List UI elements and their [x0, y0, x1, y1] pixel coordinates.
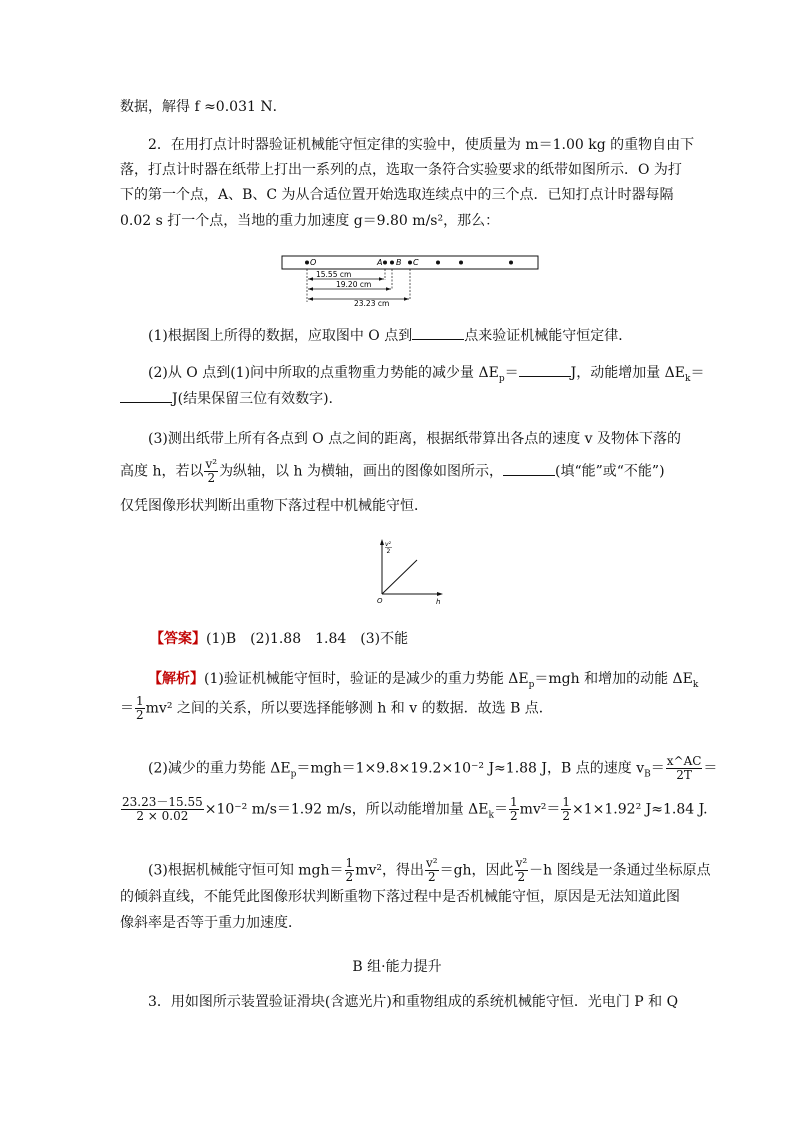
answer-key: 【答案】: [150, 631, 206, 647]
q3-text-line1: 3．用如图所示装置验证滑块(含遮光片)和重物组成的系统机械能守恒．光电门 P 和 Q: [148, 994, 679, 1010]
answer-line: 【答案】(1)B (2)1.88 1.84 (3)不能: [150, 631, 409, 647]
label-O: O: [310, 258, 317, 267]
analysis-line3: (2)减少的重力势能 $\Delta E_p=mgh=1\times 9.8\times 19.2\times 10^{-2}$ J≈1.88 J，B 点的速度 $v_B=$ $\frac{x\^{}AC}{2T}$ ＝: [148, 754, 718, 782]
q2-text-line2: 落，打点计时器在纸带上打出一系列的点，选取一条符合实验要求的纸带如图所示．O 为打: [120, 162, 682, 178]
analysis-line1: 【解析】(1)验证机械能守恒时，验证的是减少的重力势能 $\Delta E_p=mgh$ 和增加的动能 $\Delta E_k$: [148, 671, 699, 690]
dim-label-OB: 19.20 cm: [336, 280, 372, 289]
v2-h-graph: [370, 536, 450, 608]
y-axis-label-den: 2: [386, 548, 391, 555]
prev-answer-end: 数据，解得 f ≈0.031 N．: [120, 99, 287, 115]
label-C: C: [413, 258, 419, 267]
q2-part3-line2: 高度 h，若以 $\frac{\text{v²}}{2}$ 为纵轴，以 h 为横轴，画出的图像如图所示， (填“能”或“不能”): [120, 457, 665, 485]
q2-text-line3: 下的第一个点，A、B、C 为从合适位置开始选取连续点中的三个点．已知打点计时器每隔: [120, 187, 674, 203]
q2-text-line1: 2．在用打点计时器验证机械能守恒定律的实验中，使质量为 m＝1.00 kg 的重物自由下: [148, 137, 695, 153]
dim-label-OA: 15.55 cm: [316, 270, 352, 279]
y-axis-label-num: v²: [385, 541, 391, 548]
dot-A: [383, 261, 387, 265]
label-B: B: [396, 258, 402, 267]
dot-B: [390, 261, 394, 265]
paper-tape-figure: [270, 250, 550, 306]
section-title: B 组·能力提升: [352, 959, 442, 975]
analysis-key: 【解析】: [148, 671, 204, 687]
dim-label-OC: 23.23 cm: [354, 299, 390, 306]
dot-O: [305, 261, 309, 265]
analysis-line7: 像斜率是否等于重力加速度．: [120, 915, 302, 931]
analysis-line6: 的倾斜直线，不能凭此图像形状判断重物下落过程中是否机械能守恒，原因是无法知道此图: [120, 889, 680, 905]
q2-part3-line3: 仅凭图像形状判断出重物下落过程中机械能守恒．: [120, 498, 428, 514]
q2-part1: (1)根据图上所得的数据，应取图中 O 点到 点来验证机械能守恒定律．: [148, 328, 633, 344]
q2-text-line4: 0.02 s 打一个点，当地的重力加速度 g＝9.80 m/s²，那么：: [120, 213, 500, 229]
graph-line: [382, 560, 417, 594]
dot-4: [436, 261, 440, 265]
answer-blank-3: [120, 390, 172, 403]
answer-blank-2: [519, 364, 571, 377]
q2-part2-line2: J(结果保留三位有效数字).: [120, 390, 333, 408]
q2-part3-line1: (3)测出纸带上所有各点到 O 点之间的距离，根据纸带算出各点的速度 v 及物体下落的: [148, 431, 682, 447]
dot-6: [509, 261, 513, 265]
analysis-line4: $\frac{23.23-15.55}{2 \times 0.02}$ ×10⁻² m/s＝1.92 m/s，所以动能增加量 $\Delta E_k=$ $\frac{1}{2}$ mv²＝ $\frac{1}{2}$ ×1×1.92² J≈1.84 J.: [122, 795, 708, 823]
analysis-line5: (3)根据机械能守恒可知 mgh＝ $\frac{1}{2}$ mv²，得出 $\frac{\text{v²}}{2}$ ＝gh，因此 $\frac{\text{v²}}{2}$ －h 图线是一条通过坐标原点: [148, 856, 711, 884]
dot-5: [459, 261, 463, 265]
origin-label: O: [377, 597, 383, 605]
answer-blank-4: [503, 463, 555, 476]
analysis-line2: ＝ $\frac{1}{2}$ mv² 之间的关系，所以要选择能够测 h 和 v 的数据．故选 B 点．: [120, 694, 553, 722]
fraction-v2-over-2: $\frac{\text{v²}}{2}$: [205, 457, 218, 485]
answer-blank-1: [412, 327, 464, 340]
dot-C: [408, 261, 412, 265]
label-A: A: [377, 258, 383, 267]
x-axis-label: h: [436, 598, 441, 606]
q2-part2-line1: (2)从 O 点到(1)问中所取的点重物重力势能的减少量 $\Delta E_p= J$，动能增加量 $\Delta E_k=$: [148, 365, 705, 384]
